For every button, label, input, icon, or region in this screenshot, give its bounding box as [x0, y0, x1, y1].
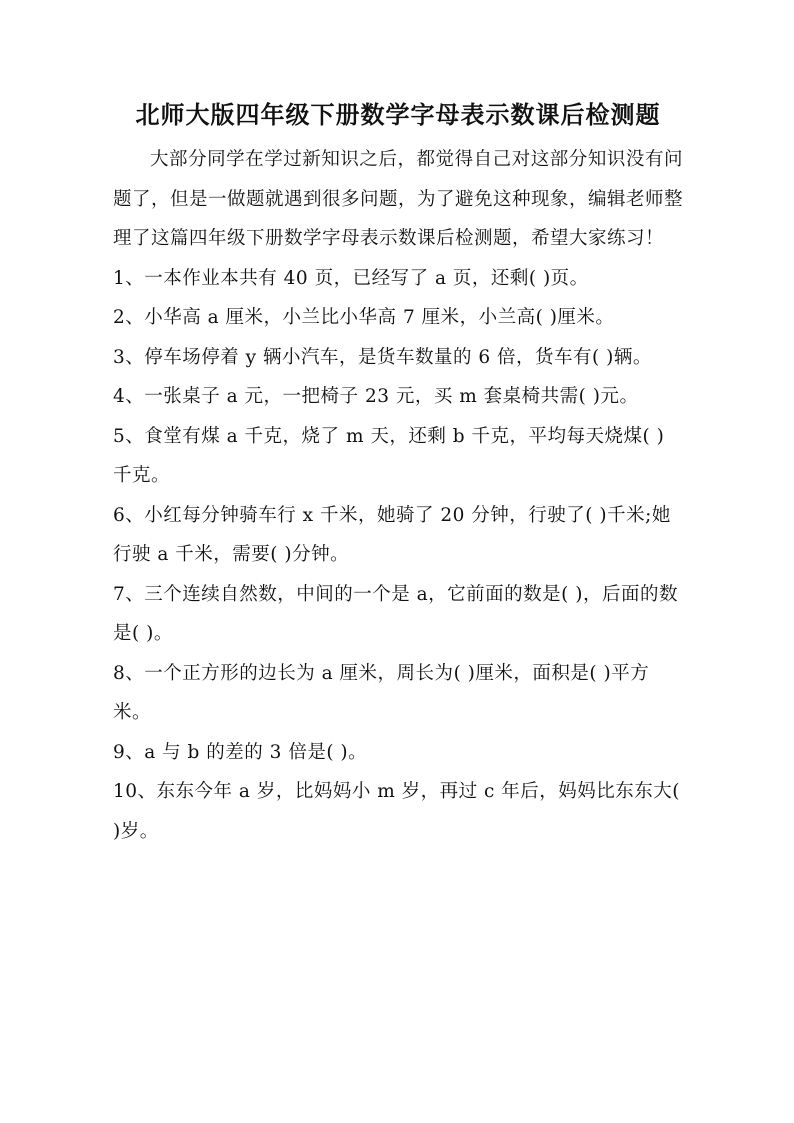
question-item: 5、食堂有煤 a 千克，烧了 m 天，还剩 b 千克，平均每天烧煤( )千克。 — [113, 425, 665, 486]
question-item: 1、一本作业本共有 40 页，已经写了 a 页，还剩( )页。 — [113, 267, 589, 289]
document-page — [113, 92, 683, 851]
question-item: 3、停车场停着 y 辆小汽车，是货车数量的 6 倍，货车有( )辆。 — [113, 346, 652, 368]
question-item: 7、三个连续自然数，中间的一个是 a，它前面的数是( )，后面的数是( )。 — [113, 583, 678, 644]
question-item: 9、a 与 b 的差的 3 倍是( )。 — [113, 741, 368, 763]
question-item: 4、一张桌子 a 元，一把椅子 23 元，买 m 套桌椅共需( )元。 — [113, 386, 639, 407]
question-item: 8、一个正方形的边长为 a 厘米，周长为( )厘米，面积是( )平方米。 — [113, 662, 650, 723]
question-item: 6、小红每分钟骑车行 x 千米，她骑了 20 分钟，行驶了( )千米;她行驶 a 千米，需要( )分钟。 — [113, 504, 671, 565]
question-item: 10、东东今年 a 岁，比妈妈小 m 岁，再过 c 年后，妈妈比东东大( )岁。 — [113, 781, 680, 842]
document-title: 北师大版四年级下册数学字母表示数课后检测题 — [135, 100, 661, 129]
intro-paragraph: 大部分同学在学过新知识之后，都觉得自己对这部分知识没有问题了，但是一做题就遇到很多问题，为了避免这种现象，编辑老师整理了这篇四年级下册数学字母表示数课后检测题，希望大家练习！ — [113, 149, 684, 249]
question-item: 2、小华高 a 厘米，小兰比小华高 7 厘米，小兰高( )厘米。 — [113, 307, 615, 328]
question-list — [113, 259, 683, 852]
